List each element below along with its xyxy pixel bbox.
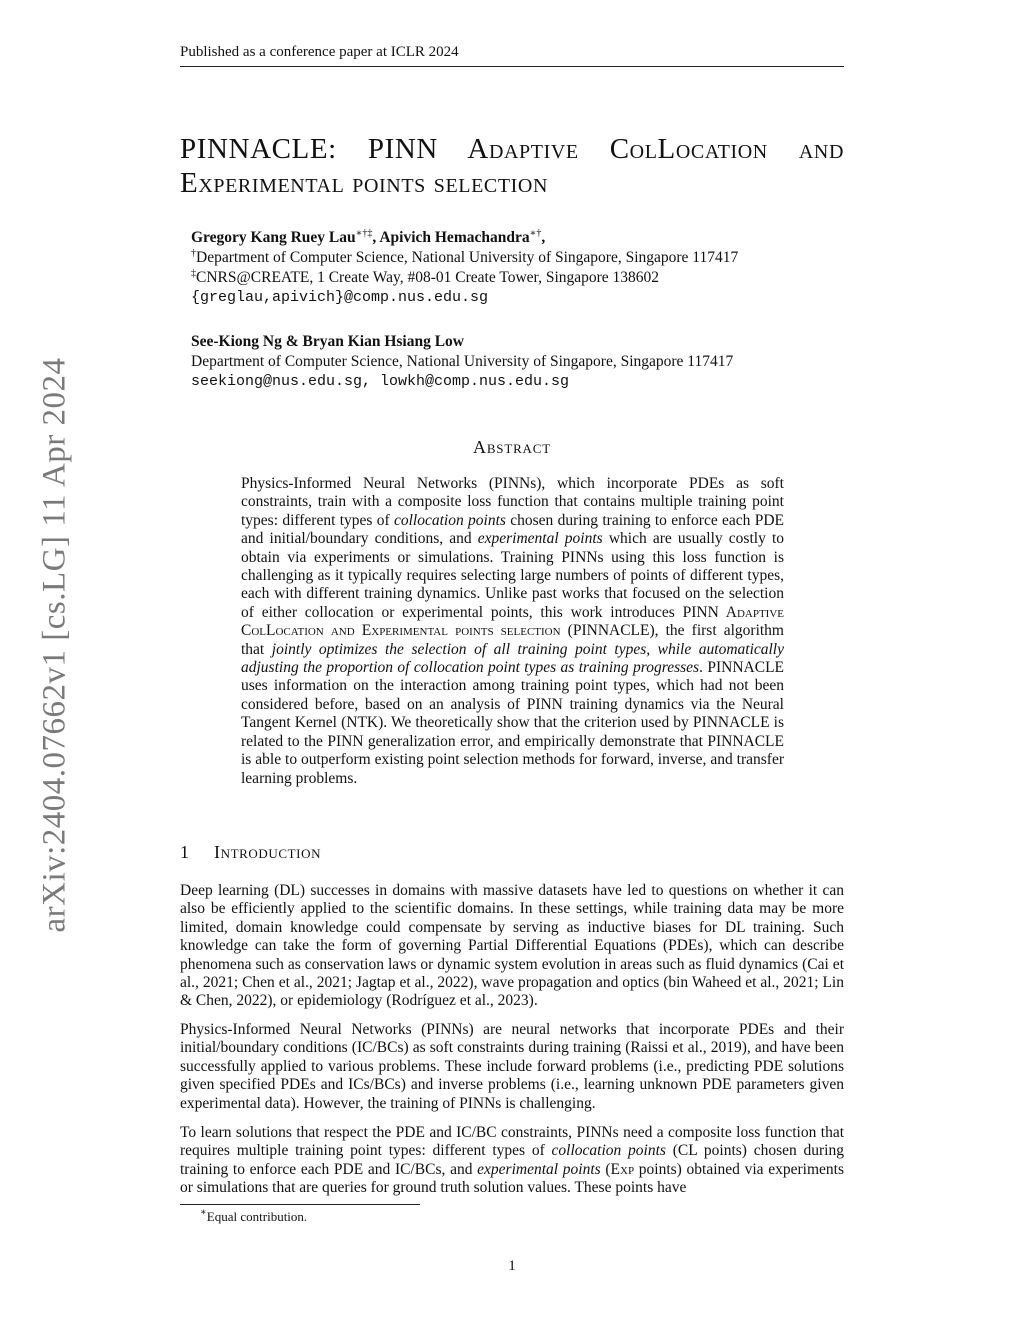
affiliation: ‡CNRS@CREATE, 1 Create Way, #08-01 Create Tower, Singapore 138602 (191, 268, 660, 286)
footnote: ∗Equal contribution. (200, 1207, 308, 1224)
author-marks: ∗† (529, 228, 542, 239)
body-paragraph: Deep learning (DL) successes in domains with massive datasets have led to questions on whether it can also be efficiently applied to the scientific domains. In these settings, while training data may be more limited, domain knowledge could compensate by serving as inductive biases for DL training. Such knowledge can take the form of governing Partial Differential Equations (PDEs), which can describe phenomena such as conservation laws or dynamic system evolution in areas such as fluid dynamics (Cai et al., 2021; Chen et al., 2021; Jagtap et al., 2022), wave propagation and optics (bin Waheed et al., 2021; Lin & Chen, 2022), or epidemiology (Rodríguez et al., 2023). (180, 882, 844, 1010)
section-title: Introduction (214, 842, 322, 862)
page-number: 1 (508, 1258, 516, 1274)
running-head: Published as a conference paper at ICLR 2024 (180, 44, 844, 67)
author-emails[interactable]: seekiong@nus.edu.sg, lowkh@comp.nus.edu.sg (191, 373, 570, 390)
author-name: Gregory Kang Ruey Lau (191, 229, 356, 246)
body-paragraph: To learn solutions that respect the PDE and IC/BC constraints, PINNs need a composite loss function that requires multiple training point types: different types of collocation points (CL points) chosen during training to enforce each PDE and IC/BCs, and experimental points (Exp points) obtained via experiments or simulations that are queries for ground truth solution values. These points have (180, 1124, 844, 1197)
author-block-1 (191, 228, 851, 308)
paper-title (180, 132, 844, 200)
author-marks: ∗†‡ (355, 228, 373, 239)
author-names: See-Kiong Ng & Bryan Kian Hsiang Low (191, 333, 464, 350)
title-line-1: PINNACLE: PINN Adaptive ColLocation and (180, 133, 844, 165)
affiliation: †Department of Computer Science, National University of Singapore, Singapore 117417 (191, 248, 739, 266)
author-emails[interactable]: {greglau,apivich}@comp.nus.edu.sg (191, 289, 489, 306)
body-paragraph: Physics-Informed Neural Networks (PINNs) are neural networks that incorporate PDEs and their initial/boundary conditions (IC/BCs) as soft constraints during training (Raissi et al., 2019), and have been successfully applied to various problems. These include forward problems (i.e., predicting PDE solutions given specified PDEs and ICs/BCs) and inverse problems (i.e., learning unknown PDE parameters given experimental data). However, the training of PINNs is challenging. (180, 1021, 844, 1112)
abstract-heading: Abstract (473, 437, 551, 457)
affiliation: Department of Computer Science, National University of Singapore, Singapore 117417 (191, 353, 734, 370)
section-heading (180, 842, 321, 863)
section-number: 1 (180, 842, 189, 862)
author-name: Apivich Hemachandra (379, 229, 530, 246)
title-line-2: Experimental points selection (180, 167, 549, 199)
arxiv-stamp-text[interactable]: arXiv:2404.07662v1 [cs.LG] 11 Apr 2024 (36, 357, 73, 933)
footnote-rule (180, 1204, 420, 1205)
author-names: Gregory Kang Ruey Lau∗†‡, Apivich Hemachandra∗†, (191, 228, 546, 246)
author-block-2 (191, 332, 851, 392)
abstract-text: Physics-Informed Neural Networks (PINNs), which incorporate PDEs as soft constraints, train with a composite loss function that contains multiple training point types: different types of collocation points chosen during training to enforce each PDE and initial/boundary conditions, and experimental points which are usually costly to obtain via experiments or simulations. Training PINNs using this loss function is challenging as it typically requires selecting large numbers of points of different types, each with different training dynamics. Unlike past works that focused on the selection of either collocation or experimental points, this work introduces PINN Adaptive ColLocation and Experimental points selection (PINNACLE), the first algorithm that jointly optimizes the selection of all training point types, while automatically adjusting the proportion of collocation point types as training progresses. PINNACLE uses information on the interaction among training point types, which had not been considered before, based on an analysis of PINN training dynamics via the Neural Tangent Kernel (NTK). We theoretically show that the criterion used by PINNACLE is related to the PINN generalization error, and empirically demonstrate that PINNACLE is able to outperform existing point selection methods for forward, inverse, and transfer learning problems. (241, 475, 785, 787)
